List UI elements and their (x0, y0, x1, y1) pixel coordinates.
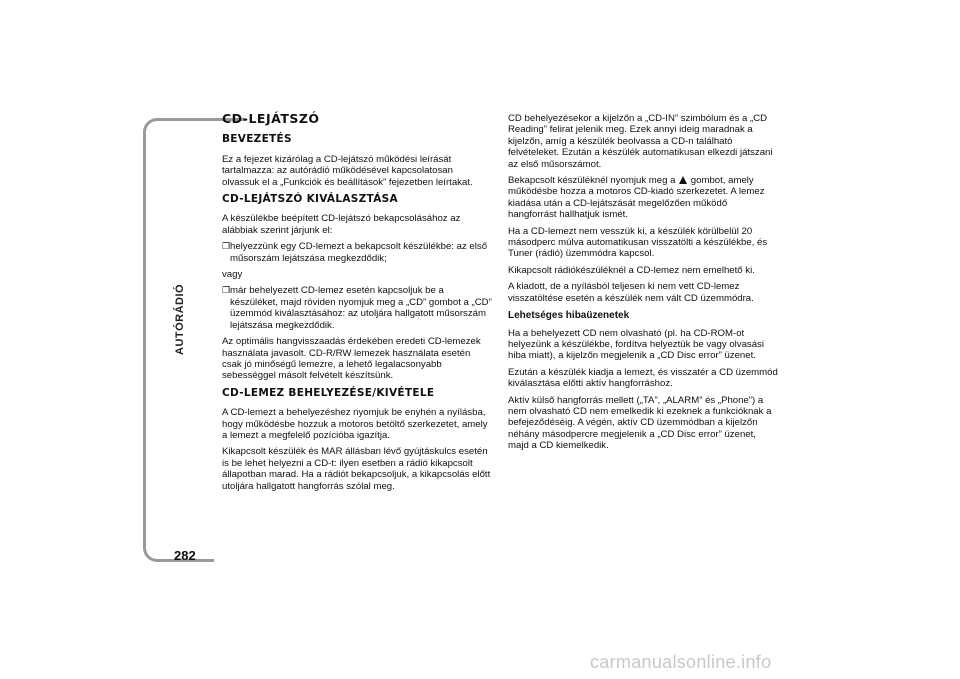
heading-kivalasztasa: CD-LEJÁTSZÓ KIVÁLASZTÁSA (222, 193, 398, 206)
watermark: carmanualsonline.info (590, 652, 772, 672)
left-column (222, 113, 492, 497)
paragraph-error-3: Aktív külső hangforrás mellett („TA”, „ALARM” és „Phone”) a nem olvasható CD nem emelkedik ki ezeknek a funkcióknak a befejeződéséig. A végén, aktív CD üzemmódban a kijelzőn néhány másodpercre megjelenik a „CD Disc error” üzenet, majd a CD kiemelkedik. (508, 394, 772, 452)
paragraph-bevezetes: Ez a fejezet kizárólag a CD-lejátszó működési leírását tartalmazza: az autórádió működésével kapcsolatosan olvassuk el a „Funkciók és beállítások” fejezetben leírtakat. (222, 153, 473, 188)
eject-icon (679, 176, 687, 184)
paragraph-behelyezes-2: Kikapcsolt készülék és MAR állásban lévő gyújtáskulcs esetén is be lehet helyezni a CD-t: ilyen esetben a rádió kikapcsolt állapotban marad. Ha a rádiót bekapcsoljuk, a kikapcsolás előtt utoljára hallgatott hangforrás szólal meg. (222, 446, 491, 492)
paragraph-reload: A kiadott, de a nyílásból teljesen ki nem vett CD-lemez visszatöltése esetén a készülék nem vált CD üzemmódra. (508, 281, 754, 304)
bullet-text: helyezzünk egy CD-lemezt a bekapcsolt készülékbe: az első műsorszám lejátszása megkezdődik; (230, 241, 488, 264)
bullet-item (222, 285, 492, 331)
checkbox-bullet-icon: ❐ (222, 241, 231, 252)
eject-text-a: Bekapcsolt készüléknél nyomjuk meg a (508, 175, 676, 187)
frame-bottom-line (194, 559, 214, 562)
page-title: CD-LEJÁTSZÓ (222, 111, 320, 126)
paragraph-kivalasztasa-intro: A készülékbe beépített CD-lejátszó bekapcsolásához az alábbiak szerint járjunk el: (222, 213, 461, 236)
paragraph-error-2: Ezután a készülék kiadja a lemezt, és visszatér a CD üzemmód kiválasztása előtti aktív hangforráshoz. (508, 366, 778, 390)
checkbox-bullet-icon: ❐ (222, 285, 231, 296)
paragraph-vagy: vagy (222, 269, 243, 281)
heading-bevezetes: BEVEZETÉS (222, 133, 292, 146)
heading-hibauzenetek: Lehetséges hibaüzenetek (508, 310, 630, 322)
paragraph-eject (508, 175, 778, 221)
paragraph-cd-in: CD behelyezésekor a kijelzőn a „CD-IN” szimbólum és a „CD Reading” felirat jelenik meg. Ezek annyi ideig maradnak a kijelzőn, amíg a készülék beolvassa a CD-n található felvételeket. Ezután a készülék automatikusan elkezdi játszani az első műsorszámot. (508, 113, 773, 170)
eject-text-b: gombot, amely működésbe hozza a motoros CD-kiadó szerkezetet. A lemez kiadása után a CD-lejátszását megelőzően működő hangforrást hallhatjuk ismét. (508, 175, 765, 221)
paragraph-error-1: Ha a behelyezett CD nem olvasható (pl. ha CD-ROM-ot helyezünk a készülékbe, fordítva helyeztük be vagy olvasási hiba miatt), a kijelzőn megjelenik a „CD Disc error” üzenet. (508, 327, 764, 362)
paragraph-kivalasztasa-note: Az optimális hangvisszaadás érdekében eredeti CD-lemezek használata javasolt. CD-R/RW lemezek használata esetén csak jó minőségű lemezre, a lehető legalacsonyabb sebességgel másolt felvételt készítsünk. (222, 336, 481, 382)
page-number: 282 (174, 548, 196, 563)
right-column (508, 113, 778, 457)
paragraph-radio-off: Kikapcsolt rádiókészüléknél a CD-lemez nem emelhető ki. (508, 264, 755, 276)
heading-behelyezese: CD-LEMEZ BEHELYEZÉSE/KIVÉTELE (222, 386, 435, 399)
paragraph-autoload: Ha a CD-lemezt nem vesszük ki, a készülék körülbelül 20 másodperc múlva automatikusan visszatölti a készülékbe, és Tuner (rádió) üzemmódra kapcsol. (508, 225, 768, 260)
bullet-item (222, 241, 492, 264)
paragraph-behelyezes-1: A CD-lemezt a behelyezéshez nyomjuk be enyhén a nyílásba, hogy működésbe hozzuk a motoros betöltő szerkezetet, amely a lemezt a megfelelő pozícióba igazítja. (222, 407, 488, 441)
bullet-text: már behelyezett CD-lemez esetén kapcsoljuk be a készüléket, majd röviden nyomjuk meg a „CD” gombot a „CD” üzemmód kiválasztásához: az utoljára hallgatott műsorszám lejátszása megkezdődik. (230, 285, 492, 331)
section-side-tab: AUTÓRÁDIÓ (174, 283, 186, 355)
